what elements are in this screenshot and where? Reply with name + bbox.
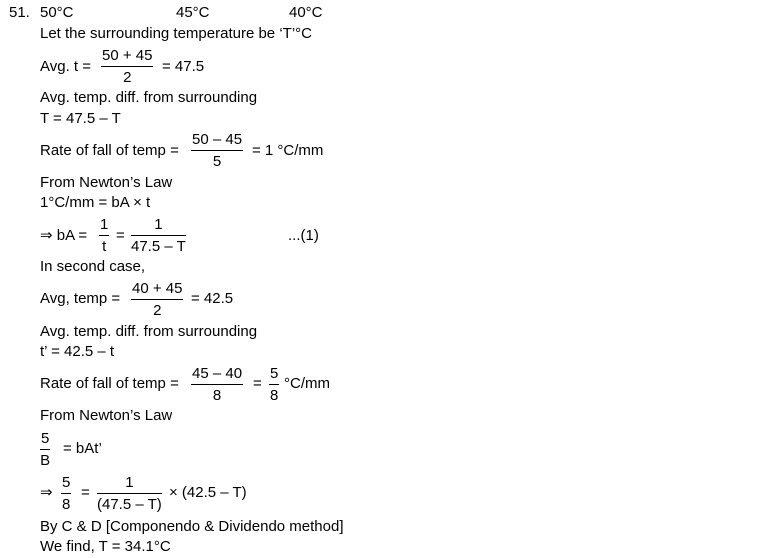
second-case-line: In second case, (40, 258, 146, 275)
final-answer: We find, T = 34.1°C (40, 538, 171, 555)
newton1-line: From Newton’s Law (40, 174, 173, 191)
ba-numerator-1: 1 (100, 216, 109, 233)
eq2-numerator: 5 (41, 430, 50, 447)
diff2-line: Avg. temp. diff. from surrounding (40, 323, 258, 340)
eq3-numerator-1: 5 (62, 474, 71, 491)
ba-lhs: ⇒ bA = (40, 227, 88, 244)
eq2-fraction (40, 430, 50, 469)
ba-equals: = (116, 227, 125, 244)
rate2-denominator-1: 8 (212, 387, 222, 404)
eq3-arrow: ⇒ (40, 484, 53, 501)
eq3-rhs: × (42.5 – T) (169, 484, 247, 501)
eq2-rhs: = bAt’ (63, 440, 102, 457)
eq3-fraction-2 (97, 474, 162, 513)
eq3-denominator-1: 8 (62, 496, 71, 513)
avg2-denominator: 2 (153, 302, 162, 319)
ba-numerator-2: 1 (154, 216, 163, 233)
temp-1: 50°C (40, 4, 74, 21)
avg2-lhs: Avg, temp = (40, 290, 121, 307)
rate1-rhs: = 1 °C/mm (252, 142, 324, 159)
avg2-numerator: 40 + 45 (132, 280, 183, 297)
rate2-fraction-1 (191, 365, 243, 404)
eq3-fraction-1 (61, 474, 71, 513)
eq3-numerator-2: 1 (125, 474, 134, 491)
rate2-lhs: Rate of fall of temp = (40, 375, 179, 392)
t1-line: T = 47.5 – T (40, 110, 121, 127)
avg1-fraction (101, 47, 153, 86)
avg1-lhs: Avg. t = (40, 58, 92, 75)
rate1-numerator: 50 – 45 (192, 131, 243, 148)
ba-fraction-1 (99, 216, 109, 255)
eq1-line: 1°C/mm = bA × t (40, 194, 151, 211)
avg1-rhs: = 47.5 (162, 58, 205, 75)
rate2-unit: °C/mm (284, 375, 330, 392)
ba-reference: ...(1) (288, 227, 319, 244)
rate2-equals: = (253, 375, 262, 392)
avg1-numerator: 50 + 45 (102, 47, 153, 64)
rate2-fraction-2 (269, 365, 279, 404)
t2-line: t’ = 42.5 – t (40, 343, 115, 360)
eq2-denominator: B (40, 452, 51, 469)
diff1-line: Avg. temp. diff. from surrounding (40, 89, 258, 106)
eq3-equals: = (81, 484, 90, 501)
rate2-numerator-2: 5 (270, 365, 279, 382)
rate2-numerator-1: 45 – 40 (192, 365, 243, 382)
componendo-line: By C & D [Componendo & Dividendo method] (40, 518, 344, 535)
avg1-denominator: 2 (123, 69, 132, 86)
avg2-rhs: = 42.5 (191, 290, 234, 307)
rate1-denominator: 5 (212, 153, 222, 170)
ba-denominator-2: 47.5 – T (131, 238, 186, 255)
rate1-fraction (191, 131, 243, 170)
newton2-line: From Newton’s Law (40, 407, 173, 424)
rate1-lhs: Rate of fall of temp = (40, 142, 179, 159)
question-number: 51. (9, 4, 30, 21)
ba-fraction-2 (131, 216, 186, 255)
eq3-denominator-2: (47.5 – T) (97, 496, 162, 513)
rate2-denominator-2: 8 (270, 387, 279, 404)
temp-2: 45°C (176, 4, 210, 21)
assumption-line: Let the surrounding temperature be ‘T’°C (40, 25, 312, 42)
ba-denominator-1: t (102, 238, 107, 255)
avg2-fraction (131, 280, 183, 319)
temp-3: 40°C (289, 4, 323, 21)
